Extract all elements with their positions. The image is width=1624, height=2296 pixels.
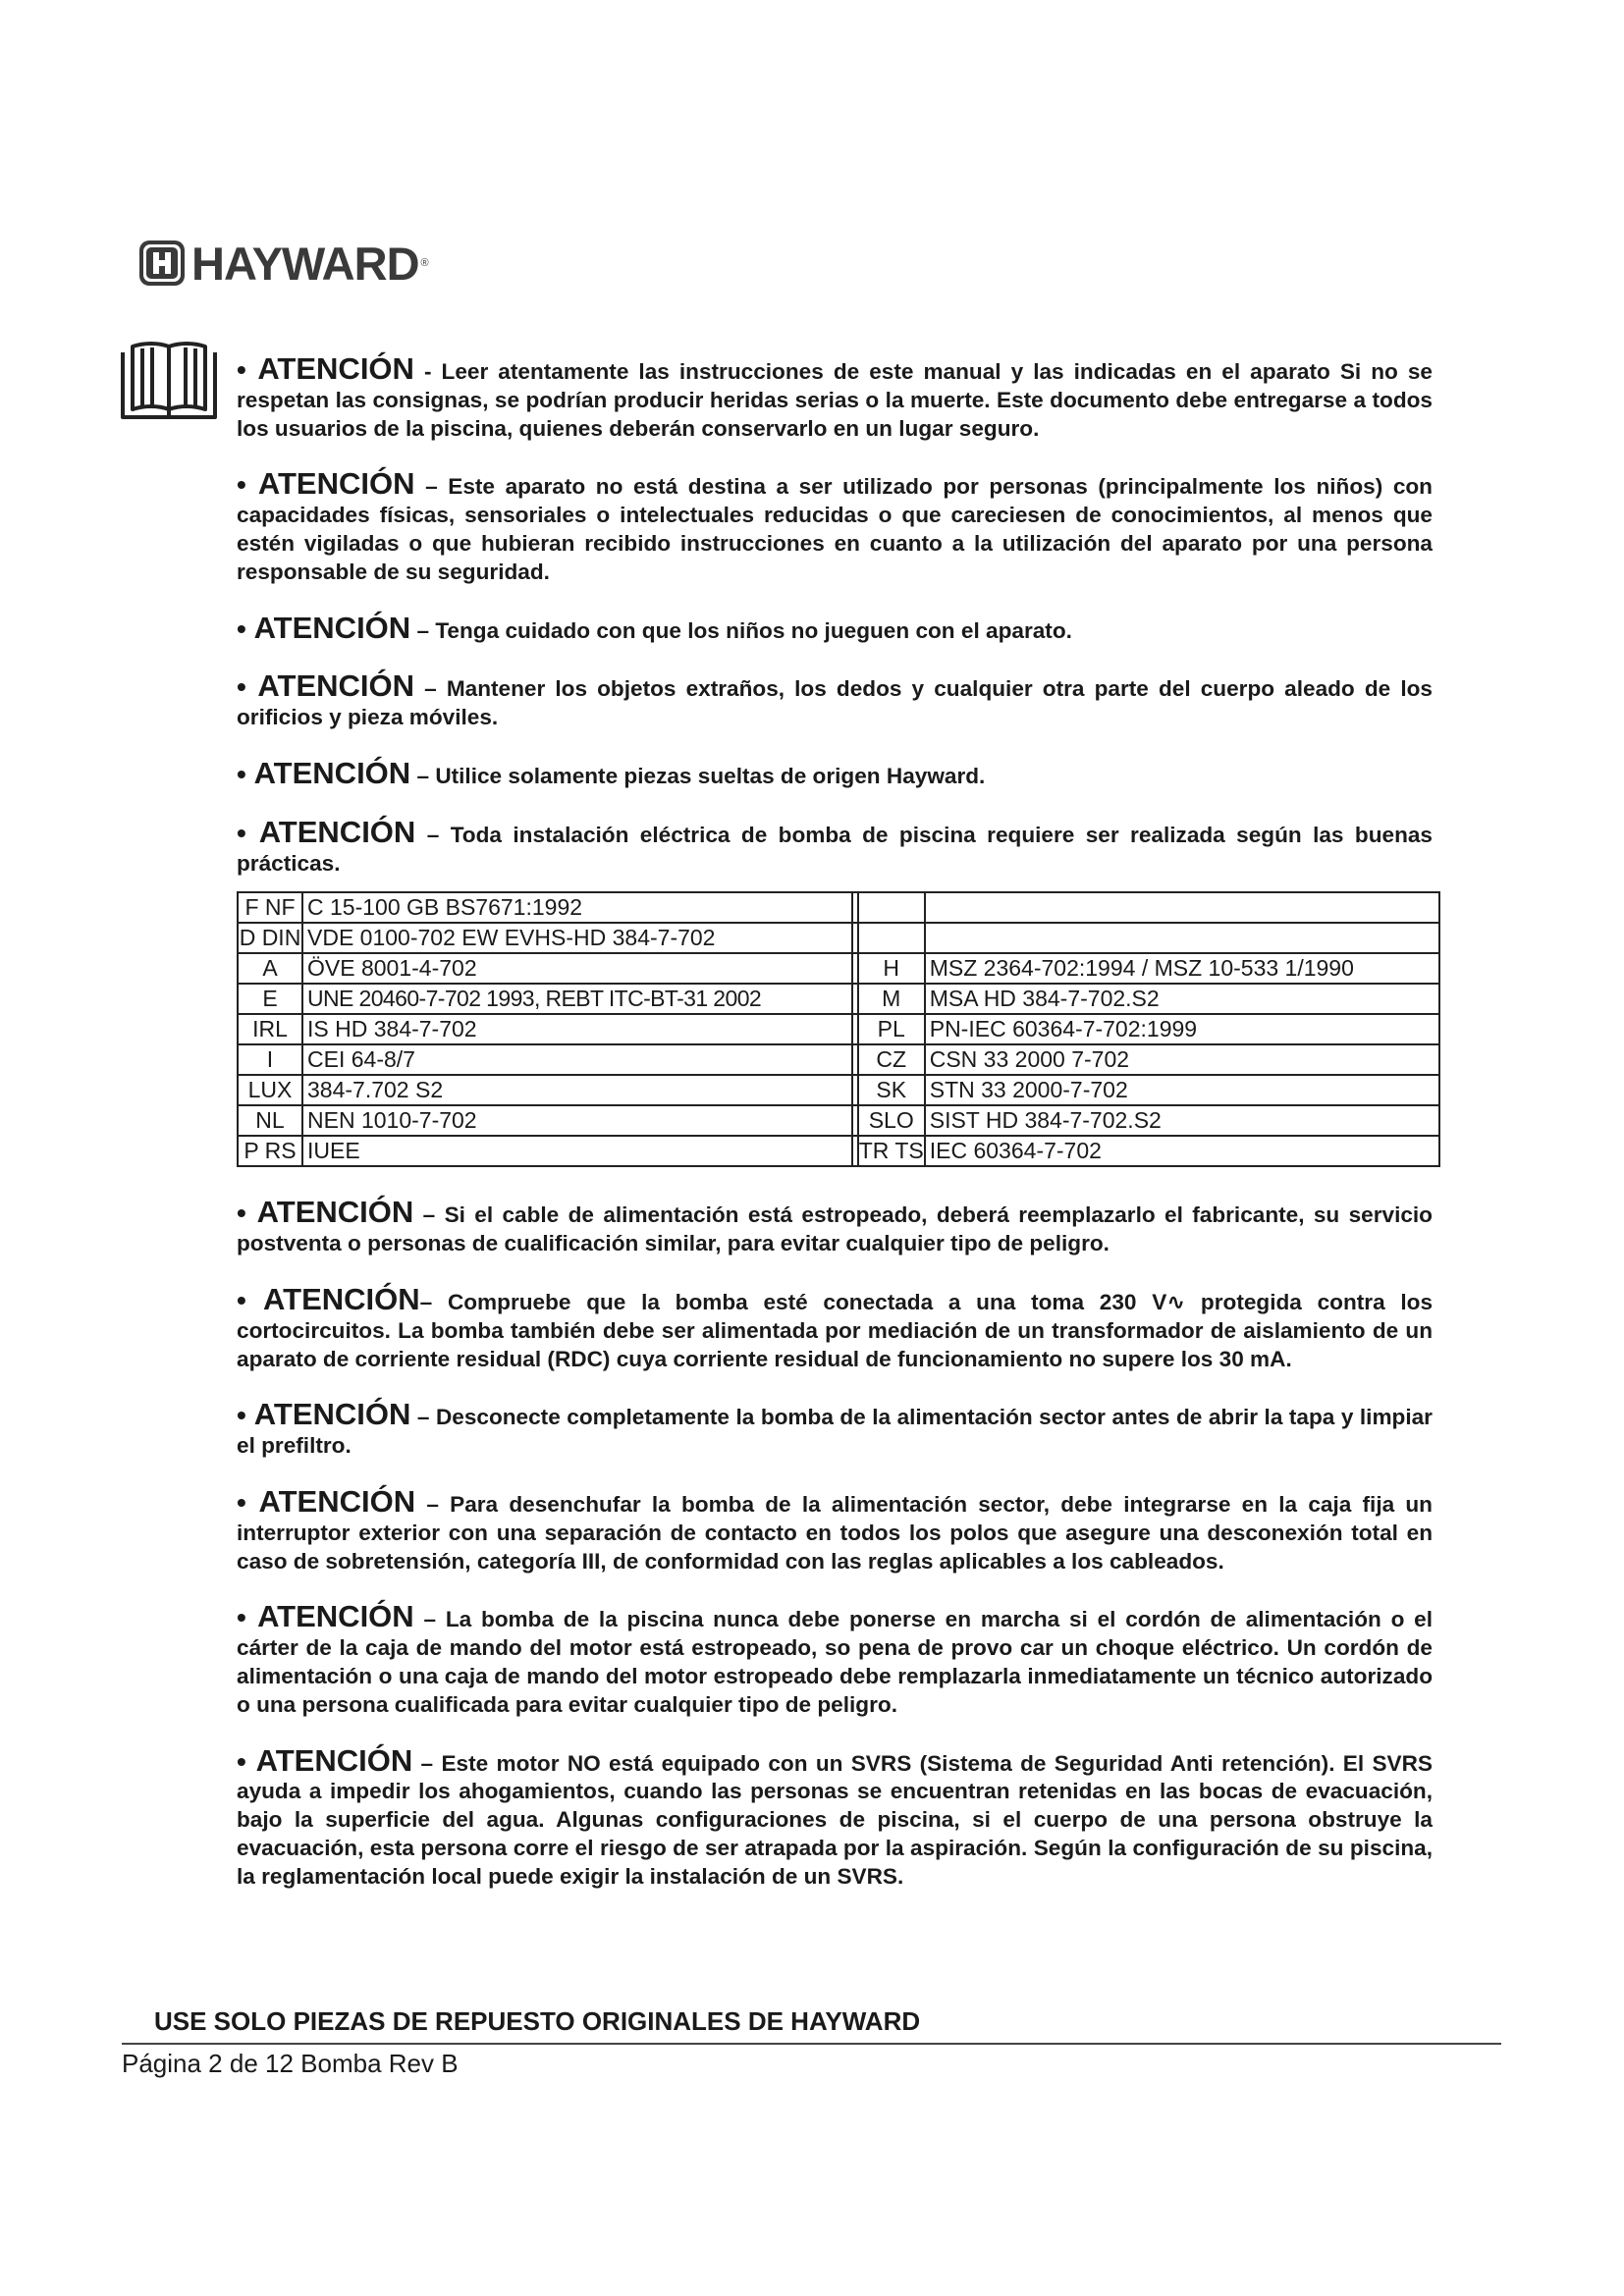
hayward-logo — [138, 238, 429, 289]
table-row: F NF C 15-100 GB BS7671:1992 — [238, 892, 1439, 923]
hayward-h-icon — [138, 240, 186, 287]
table-row: A ÖVE 8001-4-702 H MSZ 2364-702:1994 / MSZ 10-533 1/1990 — [238, 953, 1439, 984]
table-row: LUX 384-7.702 S2 SK STN 33 2000-7-702 — [238, 1075, 1439, 1105]
table-row: D DIN VDE 0100-702 EW EVHS-HD 384-7-702 — [238, 923, 1439, 953]
warning-item: • ATENCIÓN – Para desenchufar la bomba de la alimentación sector, debe integrarse en la caja fija un interruptor exterior con una separación de contacto en todos los polos que asegure una desconexión total en caso de sobretensión, categoría III, de conformidad con las reglas aplicables a los cableados. — [237, 1483, 1433, 1574]
electrical-standards-table — [237, 891, 1440, 1167]
table-row: E UNE 20460-7-702 1993, REBT ITC-BT-31 2002 M MSA HD 384-7-702.S2 — [238, 984, 1439, 1014]
warning-item: • ATENCIÓN – La bomba de la piscina nunca debe ponerse en marcha si el cordón de alimentación o el cárter de la caja de mando del motor está estropeado, so pena de provo car un choque eléctrico. Un cordón de alimentación o una caja de mando del motor estropeado debe remplazarla inmediatamente un técnico autorizado o una persona cualificada para evitar cualquier tipo de peligro. — [237, 1599, 1434, 1717]
table-row: NL NEN 1010-7-702 SLO SIST HD 384-7-702.S2 — [238, 1105, 1439, 1136]
table-row: IRL IS HD 384-7-702 PL PN-IEC 60364-7-702:1999 — [238, 1014, 1439, 1044]
warning-item: • ATENCIÓN – Mantener los objetos extraños, los dedos y cualquier otra parte del cuerpo aleado de los orificios y pieza móviles. — [237, 668, 1433, 730]
warning-item: • ATENCIÓN - Leer atentamente las instrucciones de este manual y las indicadas en el aparato Si no se respetan las consignas, se podrían producir heridas serias o la muerte. Este documento debe entregarse a todos los usuarios de la piscina, quienes deberán conservarlo en un lugar seguro. — [237, 351, 1433, 441]
warning-item: • ATENCIÓN – Si el cable de alimentación está estropeado, deberá reemplazarlo el fabricante, su servicio postventa o personas de cualificación similar, para evitar cualquier tipo de peligro. — [237, 1195, 1433, 1256]
warning-item: • ATENCIÓN – Toda instalación eléctrica de bomba de piscina requiere ser realizada según las buenas prácticas. — [237, 814, 1433, 876]
footer-divider — [122, 2043, 1501, 2045]
table-row: P RS IUEE TR TS IEC 60364-7-702 — [238, 1136, 1439, 1166]
logo-wordmark: HAYWARD — [191, 237, 419, 290]
warning-item: • ATENCIÓN – Utilice solamente piezas sueltas de origen Hayward. — [237, 755, 986, 790]
warning-item: • ATENCIÓN – Tenga cuidado con que los niños no jueguen con el aparato. — [237, 610, 1072, 645]
warning-item: • ATENCIÓN – Este motor NO está equipado con un SVRS (Sistema de Seguridad Anti retención). El SVRS ayuda a impedir los ahogamientos, cuando las personas se encuentran retenidas en las bocas de evacuación, bajo la superficie del agua. Algunas configuraciones de piscina, si el cuerpo de una persona obstruye la evacuación, esta persona corre el riesgo de ser atrapada por la aspiración. Según la configuración de su piscina, la reglamentación local puede exigir la instalación de un SVRS. — [237, 1742, 1433, 1889]
table-row: I CEI 64-8/7 CZ CSN 33 2000 7-702 — [238, 1044, 1439, 1075]
warnings-content — [237, 351, 1434, 1919]
original-parts-note: USE SOLO PIEZAS DE REPUESTO ORIGINALES DE HAYWARD — [154, 2006, 921, 2036]
warning-item: • ATENCIÓN – Este aparato no está destina a ser utilizado por personas (principalmente los niños) con capacidades físicas, sensoriales o intelectuales reducidas o que careciesen de conocimientos, al menos que estén vigiladas o que hubieran recibido instrucciones en cuanto a la utilización del aparato por una persona responsable de su seguridad. — [237, 466, 1433, 584]
read-manual-book-icon — [119, 339, 219, 423]
warning-item: • ATENCIÓN– Compruebe que la bomba esté conectada a una toma 230 V∿ protegida contra los cortocircuitos. La bomba también debe ser alimentada por mediación de un transformador de aislamiento de un aparato de corriente residual (RDC) cuya corriente residual de funcionamiento no supere los 30 mA. — [237, 1281, 1434, 1371]
registered-mark: ® — [420, 257, 429, 269]
page-number: Página 2 de 12 Bomba Rev B — [122, 2049, 459, 2078]
warning-item: • ATENCIÓN – Desconecte completamente la bomba de la alimentación sector antes de abrir la tapa y limpiar el prefiltro. — [237, 1397, 1433, 1459]
